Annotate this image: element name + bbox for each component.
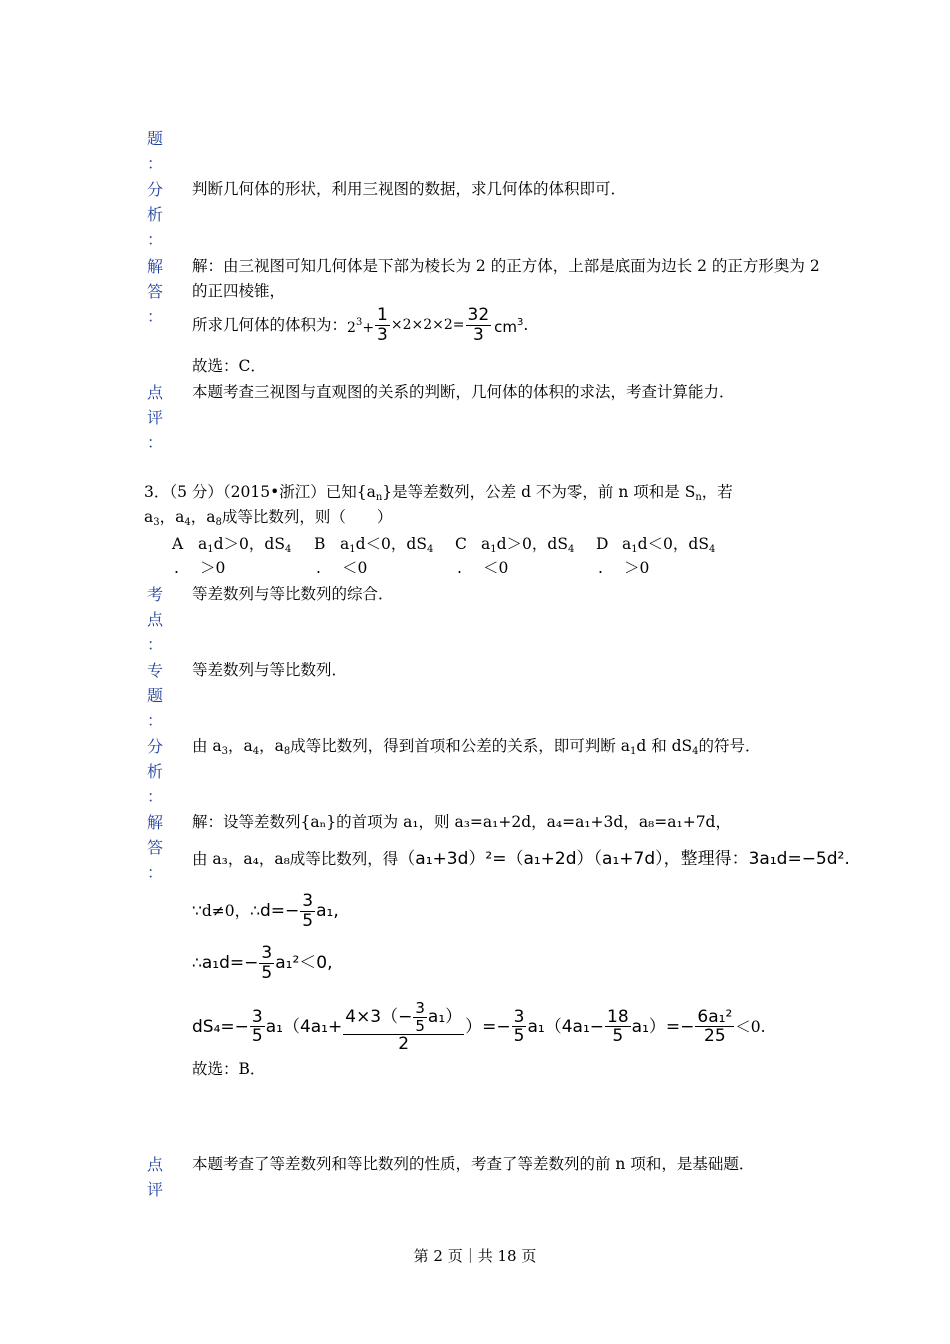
label-zhuan: 专 (146, 661, 163, 680)
label-kao: 考 (146, 585, 163, 604)
option-b-text[interactable]: $a_1d<0$，$dS_4$ (340, 535, 434, 555)
q2-solution-line1: 解：由三视图可知几何体是下部为棱长为 2 的正方体，上部是底面为边长 2 的正方形奥为 2 (192, 257, 820, 275)
option-a-text[interactable]: $a_1d>0$，$dS_4$ (198, 535, 292, 555)
label-colon: ： (146, 635, 163, 654)
label-dian: 点 (146, 383, 163, 402)
q3-analysis: 由 $a_3$，$a_4$，$a_8$成等比数列，得到首项和公差的关系，即可判断 $a_1d$ 和 $dS_4$的符号． (192, 737, 761, 757)
label-fen: 分 (146, 180, 163, 199)
page-footer: 第 2 页｜共 18 页 (413, 1247, 537, 1265)
q2-choice: 故选：C． (192, 357, 266, 375)
label-dian: 点 (146, 610, 163, 629)
label-colon: ： (146, 863, 163, 882)
label-ping: 评 (146, 1180, 163, 1199)
q3-solution-line3: ∵d≠0，∴ d=− $\frac{3}{5}$ a₁, (192, 891, 339, 931)
q3-topic: 等差数列与等比数列的综合． (192, 585, 394, 603)
label-colon: ： (146, 787, 163, 806)
label-xi: 析 (146, 762, 163, 781)
label-ti: 题 (146, 129, 163, 148)
option-a-dot: . (174, 559, 179, 577)
label-fen: 分 (146, 737, 163, 756)
label-jie: 解 (146, 813, 163, 832)
label-ti: 题 (146, 686, 163, 705)
label-colon: ： (146, 711, 163, 730)
option-c-text-cont[interactable]: ＜0 (483, 559, 509, 577)
q3-heading-line2: $a_3$，$a_4$，$a_8$成等比数列，则（ ） (144, 508, 393, 528)
label-da: 答 (146, 282, 163, 301)
option-a-text-cont[interactable]: ＞0 (200, 559, 226, 577)
option-b-letter[interactable]: B (314, 535, 326, 553)
option-d-letter[interactable]: D (596, 535, 609, 553)
q2-volume-formula: 所求几何体的体积为： $2^3+$ $\frac{1}{3}$ ×2×2×2= $\frac{32}{3}$ $cm^3$ . (192, 305, 529, 345)
q2-comment: 本题考查三视图与直观图的关系的判断，几何体的体积的求法，考查计算能力． (192, 383, 735, 401)
q3-comment: 本题考查了等差数列和等比数列的性质，考查了等差数列的前 n 项和，是基础题． (192, 1155, 755, 1173)
q3-choice: 故选：B． (192, 1060, 266, 1078)
label-da: 答 (146, 838, 163, 857)
q3-solution-line2: 由 a₃，a₄，a₈成等比数列，得（a₁+3d）²=（a₁+2d）（a₁+7d），整理得：3a₁d=−5d². (192, 849, 850, 869)
label-dian: 点 (146, 1155, 163, 1174)
option-c-letter[interactable]: C (455, 535, 467, 553)
q3-heading: 3．（5 分）（2015•浙江）已知$\{a_n\}$是等差数列，公差 d 不为零，前 n 项和是 $S_n$，若 (144, 483, 733, 503)
option-d-dot: . (598, 559, 603, 577)
option-b-text-cont[interactable]: ＜0 (342, 559, 368, 577)
q3-special: 等差数列与等比数列． (192, 661, 348, 679)
option-c-dot: . (457, 559, 462, 577)
label-colon: ： (146, 154, 163, 173)
label-xi: 析 (146, 205, 163, 224)
q3-solution-line5: dS₄=− $\frac{3}{5}$ a₁（4a₁+ 4×3（− $\frac{3}{5}$ a₁） 2 ）=− $\frac{3}{5}$ a₁（4a₁− $\frac{18}{5}$ a₁）=− $\frac{\text{6a₁²}}{25}$ ＜0. (192, 999, 766, 1054)
option-d-text[interactable]: $a_1d<0$，$dS_4$ (622, 535, 716, 555)
label-colon: ： (146, 230, 163, 249)
q2-solution-line2: 的正四棱锥， (192, 282, 286, 300)
label-ping: 评 (146, 408, 163, 427)
q3-solution-line1: 解：设等差数列{aₙ}的首项为 a₁，则 a₃=a₁+2d，a₄=a₁+3d，a₈=a₁+7d， (192, 813, 731, 831)
option-d-text-cont[interactable]: ＞0 (624, 559, 650, 577)
label-colon: ： (146, 307, 163, 326)
option-a-letter[interactable]: A (172, 535, 184, 553)
label-jie: 解 (146, 257, 163, 276)
label-colon: ： (146, 433, 163, 452)
q2-analysis: 判断几何体的形状，利用三视图的数据，求几何体的体积即可． (192, 180, 627, 198)
q3-solution-line4: ∴ a₁d=− $\frac{3}{5}$ a₁²＜0, (192, 943, 333, 983)
option-b-dot: . (316, 559, 321, 577)
option-c-text[interactable]: $a_1d>0$，$dS_4$ (481, 535, 575, 555)
